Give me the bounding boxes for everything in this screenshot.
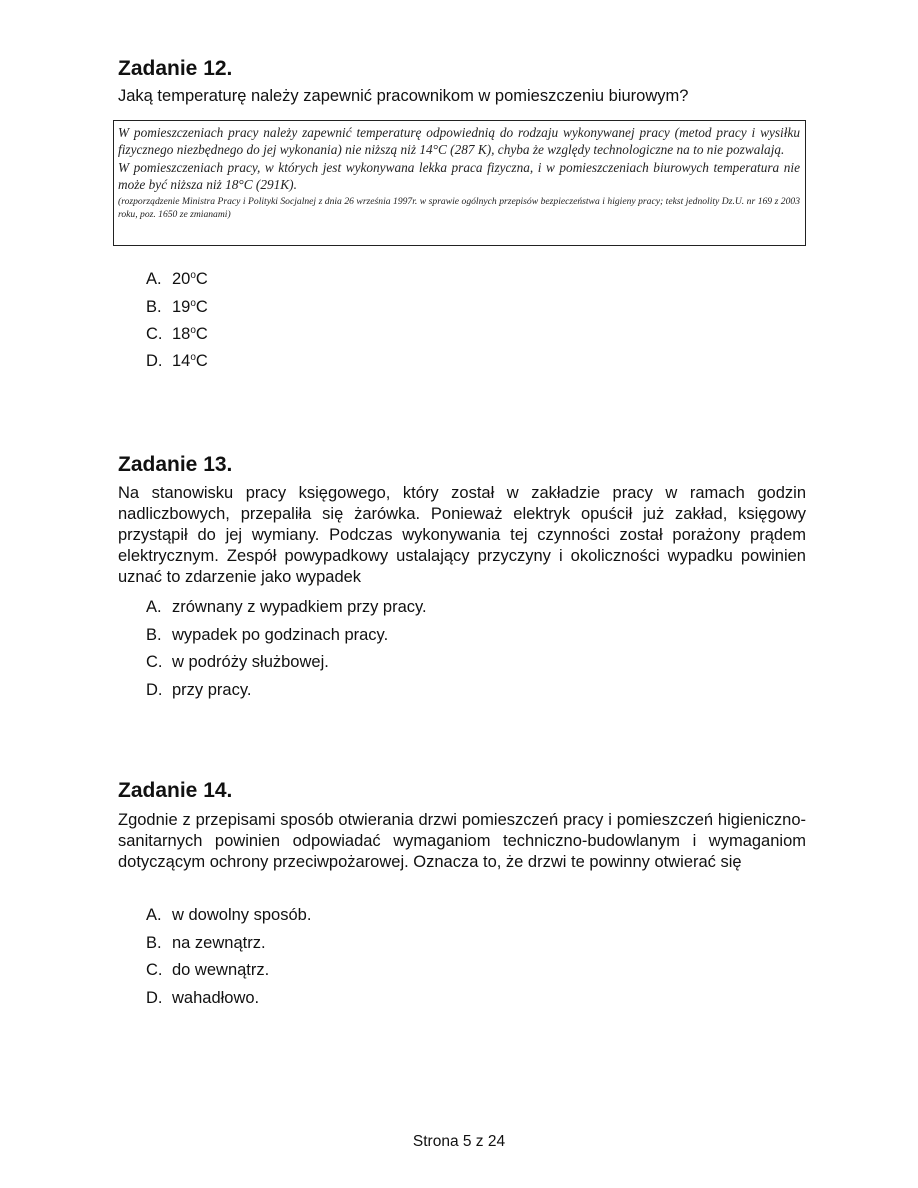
option-d[interactable]: D. 14$^o$C (146, 352, 208, 370)
quote-paragraph-2: W pomieszczeniach pracy, w których jest wykonywana lekka praca fizyczna, i w pomieszczeniach biurowych temperatura nie może być niższa niż 18°C (291K). (118, 159, 800, 193)
option-c[interactable]: C. 18$^o$C (146, 325, 208, 343)
task-14-question: Zgodnie z przepisami sposób otwierania drzwi pomieszczeń pracy i pomieszczeń higieniczno-sanitarnych powinien odpowiadać wymaganiom techniczno-budowlanym i wymaganiom dotyczącym ochrony przeciwpożarowej. Oznacza to, że drzwi te powinny otwierać się (118, 811, 806, 871)
task-12-options (146, 269, 208, 378)
task-13-question: Na stanowisku pracy księgowego, który został w zakładzie pracy w ramach godzin nadliczbowych, przepaliła się żarówka. Ponieważ elektryk opuścił już zakład, księgowy przystąpił do jej wymiany. Podczas wykonywania tej czynności został porażony prądem elektrycznym. Zespół powypadkowy ustalający przyczyny i okoliczności wypadku powinien uznać to zdarzenie jako wypadek (118, 484, 806, 586)
task-13 (118, 452, 806, 588)
option-a[interactable]: A. 20$^o$C (146, 270, 208, 288)
quote-paragraph-1: W pomieszczeniach pracy należy zapewnić temperaturę odpowiednią do rodzaju wykonywanej pracy (metod pracy i wysiłku fizycznego niezbędnego do jej wykonania) nie niższą niż 14°C (287 K), chyba że względy technologiczne na to nie pozwalają. (118, 125, 800, 158)
option-b[interactable]: B. 19$^o$C (146, 298, 208, 316)
option-b[interactable]: B. wypadek po godzinach pracy. (146, 626, 389, 644)
option-a[interactable]: A. zrównany z wypadkiem przy pracy. (146, 598, 427, 616)
page-number-footer: Strona 5 z 24 (412, 1133, 506, 1150)
option-b[interactable]: B. na zewnątrz. (146, 934, 266, 952)
task-12-title: Zadanie 12. (118, 57, 233, 80)
option-c[interactable]: C. w podróży służbowej. (146, 653, 329, 671)
task-14-options (146, 905, 311, 1015)
task-14-title: Zadanie 14. (118, 779, 233, 802)
task-13-title: Zadanie 13. (118, 453, 233, 476)
task-14 (118, 778, 806, 873)
regulation-quote-box (113, 120, 806, 246)
degree-mark: o (190, 298, 196, 309)
option-d[interactable]: D. wahadłowo. (146, 989, 260, 1007)
degree-mark: o (190, 325, 196, 336)
task-12-question: Jaką temperaturę należy zapewnić pracownikom w pomieszczeniu biurowym? (118, 87, 689, 105)
task-13-options (146, 597, 427, 707)
task-12 (118, 56, 806, 107)
quote-source: (rozporządzenie Ministra Pracy i Polityki Socjalnej z dnia 26 września 1997r. w sprawie ogólnych przepisów bezpieczeństwa i higieny pracy; tekst jednolity Dz.U. nr 169 z 2003 roku, poz. 1650 ze zmianami) (118, 195, 800, 220)
option-c[interactable]: C. do wewnątrz. (146, 961, 270, 979)
degree-mark: o (190, 270, 196, 281)
option-d[interactable]: D. przy pracy. (146, 681, 252, 699)
option-a[interactable]: A. w dowolny sposób. (146, 906, 312, 924)
degree-mark: o (190, 352, 196, 363)
